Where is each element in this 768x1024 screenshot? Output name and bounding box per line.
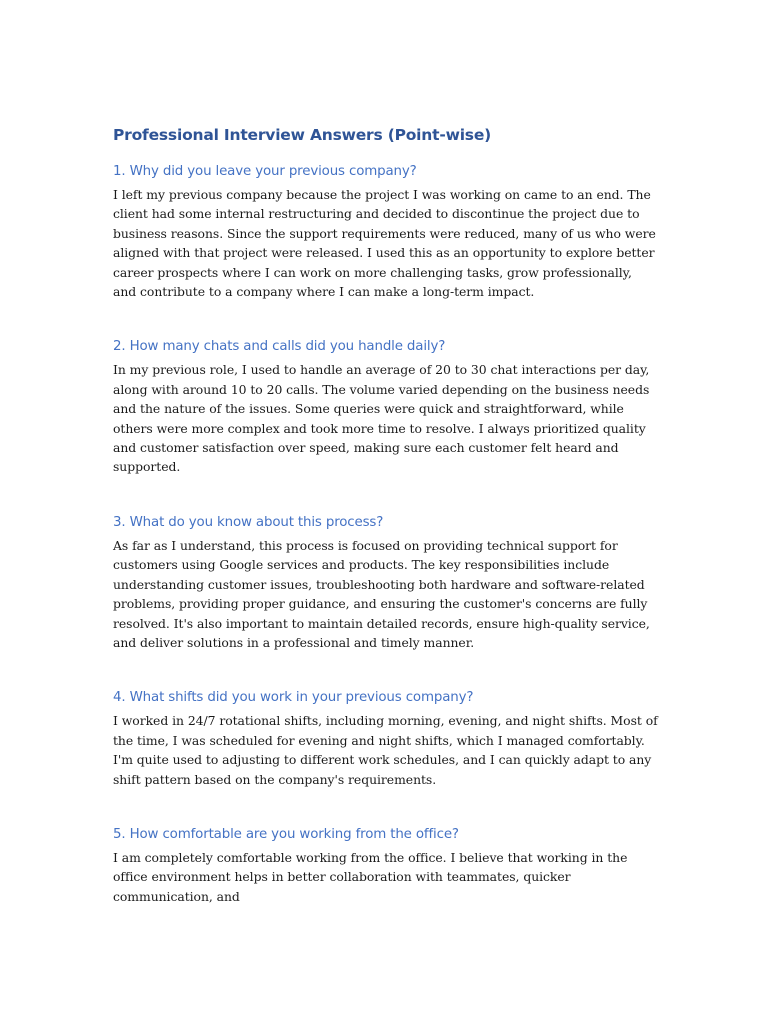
answer-paragraph-1: I left my previous company because the project I was working on came to an end. The client had some internal restructuring and decided to discontinue the project due to business reasons. Since the support requirements were reduced, many of us who were aligned with that project were released. I used this as an opportunity to explore better career prospects where I can work on more challenging tasks, grow professionally, and contribute to a company where I can make a long-term impact. — [113, 187, 656, 300]
question-heading-5: 5. How comfortable are you working from the office? — [113, 826, 459, 842]
question-heading-1: 1. Why did you leave your previous company? — [113, 164, 417, 179]
qa-section-3 — [113, 513, 658, 652]
question-heading-3: 3. What do you know about this process? — [113, 514, 384, 530]
qa-section-1 — [113, 162, 658, 301]
qa-section-4 — [113, 688, 658, 789]
document-body — [113, 124, 658, 942]
document-title: Professional Interview Answers (Point-wise) — [113, 126, 492, 144]
qa-section-5 — [113, 825, 658, 906]
answer-paragraph-3: As far as I understand, this process is focused on providing technical support for customers using Google services and products. The key responsibilities include understanding customer issues, troubleshooting both hardware and software-related problems, providing proper guidance, and ensuring the customer's concerns are fully resolved. It's also important to maintain detailed records, ensure high-quality service, and deliver solutions in a professional and timely manner. — [113, 537, 650, 650]
qa-section-2 — [113, 337, 658, 476]
answer-paragraph-2: In my previous role, I used to handle an average of 20 to 30 chat interactions per day, along with around 10 to 20 calls. The volume varied depending on the business needs and the nature of the issues. Some queries were quick and straightforward, while others were more complex and took more time to resolve. I always prioritized quality and customer satisfaction over speed, making sure each customer felt heard and supported. — [113, 362, 650, 475]
answer-paragraph-4: I worked in 24/7 rotational shifts, including morning, evening, and night shifts. Most of the time, I was scheduled for evening and night shifts, which I managed comfortably. I'm quite used to adjusting to different work schedules, and I can quickly adapt to any shift pattern based on the company's requirements. — [113, 713, 658, 787]
answer-paragraph-5: I am completely comfortable working from the office. I believe that working in the office environment helps in better collaboration with teammates, quicker communication, and — [113, 849, 628, 904]
question-heading-4: 4. What shifts did you work in your previous company? — [113, 690, 474, 706]
question-heading-2: 2. How many chats and calls did you handle daily? — [113, 339, 446, 355]
